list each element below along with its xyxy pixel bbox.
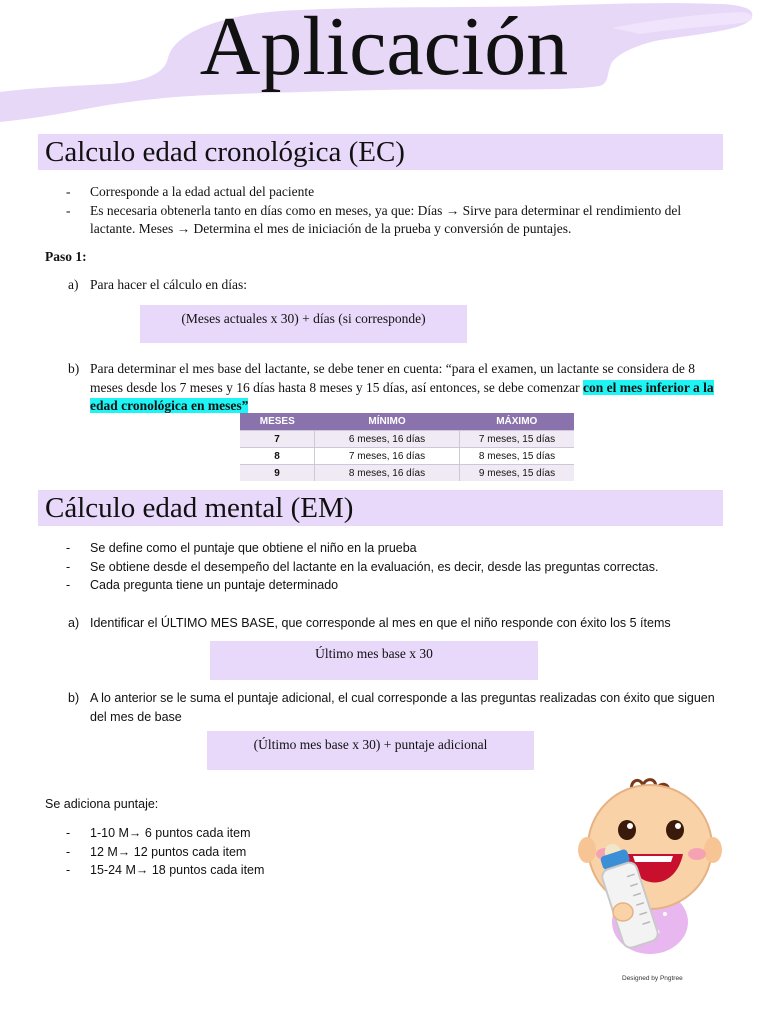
section-heading-em-text: Cálculo edad mental (EM) (45, 492, 354, 524)
list-item: - Se define como el puntaje que obtiene el niño en la prueba (66, 539, 726, 558)
item-b-paragraph (90, 360, 718, 416)
item-a-letter: a) (68, 277, 79, 292)
em-item-a-text: Identificar el ÚLTIMO MES BASE, que corresponde al mes en que el niño responde con éxito los 5 ítems (90, 616, 671, 630)
em-item-a-letter: a) (68, 616, 80, 630)
table-cell: 7 meses, 16 días (315, 448, 460, 465)
table-cell: 7 meses, 15 días (460, 431, 575, 448)
formula-days (140, 305, 467, 343)
table-row (240, 448, 574, 465)
list-item: - 15-24 M→ 18 puntos cada item (66, 861, 466, 880)
page-title: Aplicación (199, 0, 569, 93)
month-base-table (240, 413, 574, 481)
item-b-letter: b) (68, 361, 80, 376)
item-b-text: Para determinar el mes base del lactante, se debe tener en cuenta: “para el examen, un lactante se considera de 8 meses desde los 7 meses y 16 días hasta 8 meses y 15 días, así entonces, se debe comenzar (90, 361, 695, 395)
table-row (240, 431, 574, 448)
ec-bullet-list (66, 183, 726, 239)
em-bullet-list (66, 539, 726, 595)
table-cell: 9 meses, 15 días (460, 465, 575, 482)
list-item: - Cada pregunta tiene un puntaje determinado (66, 576, 726, 595)
score-label: Se adiciona puntaje: (45, 797, 159, 811)
table-cell: 7 (240, 431, 315, 448)
list-item: - 12 M→ 12 puntos cada item (66, 843, 466, 862)
image-credit: Designed by Pngtree (622, 975, 683, 982)
table-row (240, 465, 574, 482)
table-header-meses: MESES (240, 413, 315, 431)
table-cell: 9 (240, 465, 315, 482)
step-label: Paso 1: (45, 249, 87, 264)
em-item-b-text: A lo anterior se le suma el puntaje adicional, el cual corresponde a las preguntas realizadas con éxito que siguen del mes de base (90, 691, 715, 724)
baby-with-bottle-illustration (575, 772, 725, 962)
list-item: - Corresponde a la edad actual del paciente (66, 183, 726, 202)
formula-additional-text: (Último mes base x 30) + puntaje adicional (253, 737, 488, 752)
table-cell: 6 meses, 16 días (315, 431, 460, 448)
section-heading-ec-text: Calculo edad cronológica (EC) (45, 136, 405, 168)
em-item-b-letter: b) (68, 691, 80, 705)
item-a-text: Para hacer el cálculo en días: (90, 277, 248, 292)
score-list (66, 824, 466, 880)
formula-last-base-text: Último mes base x 30 (315, 646, 433, 661)
section-heading-ec (38, 134, 723, 170)
table-header-minimo: MÍNIMO (315, 413, 460, 431)
list-item: - 1-10 M→ 6 puntos cada item (66, 824, 466, 843)
section-heading-em (38, 490, 723, 526)
table-cell: 8 (240, 448, 315, 465)
list-item: - Se obtiene desde el desempeño del lactante en la evaluación, es decir, desde las preguntas correctas. (66, 558, 726, 577)
list-item: - Es necesaria obtenerla tanto en días como en meses, ya que: Días → Sirve para determinar el rendimiento del lactante. Meses → Determina el mes de iniciación de la prueba y conversión de puntajes. (66, 202, 726, 239)
table-cell: 8 meses, 15 días (460, 448, 575, 465)
item-b-highlight: con el mes inferior a la edad cronológica en meses” (90, 379, 714, 413)
formula-last-base (210, 641, 538, 680)
table-header-maximo: MÁXIMO (460, 413, 575, 431)
table-cell: 8 meses, 16 días (315, 465, 460, 482)
formula-additional (207, 731, 534, 770)
formula-days-text: (Meses actuales x 30) + días (si corresponde) (181, 311, 426, 326)
